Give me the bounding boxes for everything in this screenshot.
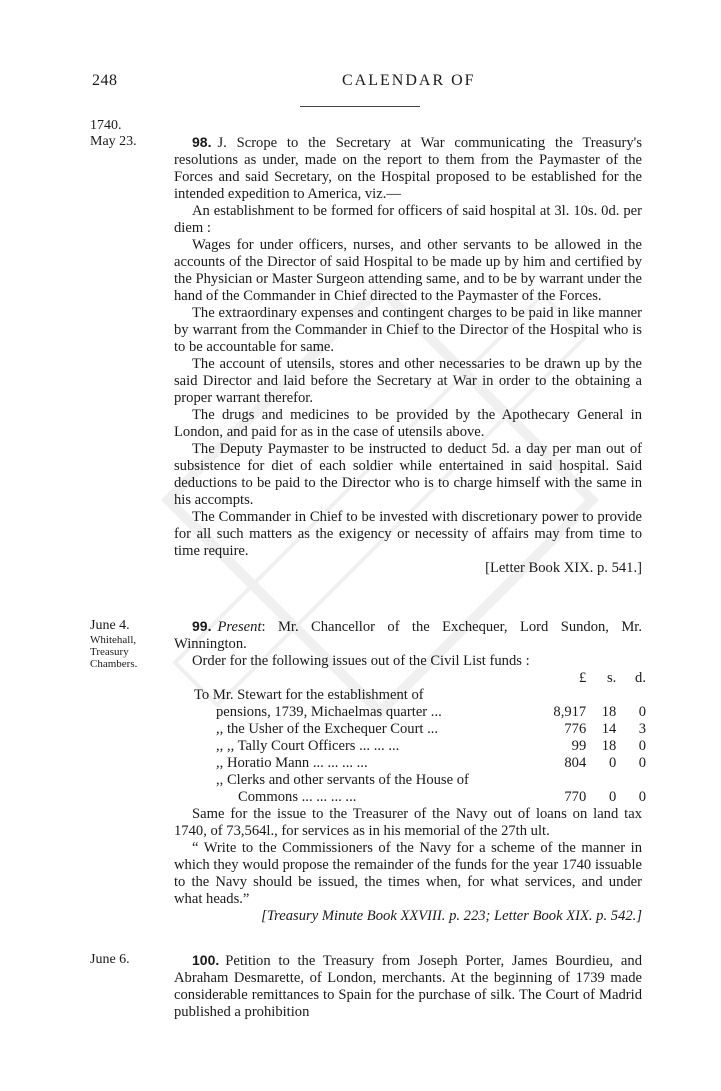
issue-shillings: 0 xyxy=(609,789,617,805)
issue-shillings: 18 xyxy=(601,704,617,720)
margin-place-line: Chambers. xyxy=(90,658,138,670)
issue-shillings xyxy=(586,687,616,704)
present-text: : Mr. Chancellor of the Exchequer, Lord Sundon, Mr. Winnington. xyxy=(174,619,642,652)
entry-paragraph: “ Write to the Commissioners of the Navy for a scheme of the manner in which they would propose the remainder of the funds for the year 1740 issuable to the Navy should be issued, the times when, for what services, and under what heads.” xyxy=(174,840,642,907)
issues-header-row xyxy=(194,670,646,687)
citation-reference: [Letter Book XIX. p. 541.] xyxy=(485,560,642,576)
margin-year: 1740. xyxy=(90,118,122,133)
order-line: Order for the following issues out of the Civil List funds : xyxy=(192,653,530,669)
entry-paragraph: The account of utensils, stores and other necessaries to be drawn up by the said Director and laid before the Secretary at War in order to the obtaining a proper warrant therefor. xyxy=(174,356,642,406)
margin-place-line: Whitehall, xyxy=(90,634,137,646)
present-label: Present xyxy=(217,619,262,635)
issue-pounds xyxy=(529,687,586,704)
entry-paragraph: Wages for under officers, nurses, and other servants to be allowed in the accounts of the Director of said Hospital to be made up by him and certified by the Physician or Master Surgeon attending same, and to be by warrant under the hand of the Commander in Chief directed to the Paymaster of the Forces. xyxy=(174,237,642,304)
issue-shillings xyxy=(586,772,616,789)
entry-99 xyxy=(174,618,646,925)
entry-98 xyxy=(174,134,642,577)
issue-pence: 3 xyxy=(638,721,646,737)
table-row xyxy=(194,704,646,721)
issue-pounds: 770 xyxy=(564,789,587,805)
entry-number: 99. xyxy=(192,618,212,634)
running-title: CALENDAR OF xyxy=(342,72,476,89)
table-row xyxy=(194,687,646,704)
issue-pounds: 99 xyxy=(571,738,587,754)
margin-date-98 xyxy=(90,118,170,150)
issue-shillings: 14 xyxy=(601,721,617,737)
issue-pounds: 8,917 xyxy=(553,704,587,720)
issue-desc: Commons ... ... ... ... xyxy=(238,789,357,805)
issue-pounds: 804 xyxy=(564,755,587,771)
issue-pence: 0 xyxy=(638,755,646,771)
margin-date: June 6. xyxy=(90,952,130,967)
issue-desc: ,, Horatio Mann ... ... ... ... xyxy=(216,755,368,771)
entry-number: 98. xyxy=(192,134,212,150)
issue-desc: pensions, 1739, Michaelmas quarter ... xyxy=(216,704,442,720)
issue-pence: 0 xyxy=(638,789,646,805)
issues-table xyxy=(194,670,646,806)
issue-desc: To Mr. Stewart for the establishment of xyxy=(194,687,424,703)
issue-pence: 0 xyxy=(638,704,646,720)
page-number: 248 xyxy=(92,72,118,89)
entry-text: Petition to the Treasury from Joseph Porter, James Bourdieu, and Abraham Desmarette, of London, merchants. At the beginning of 1739 made considerable remittances to Spain for the purchase of silk. The Court of Madrid published a prohibition xyxy=(174,953,642,1020)
entry-paragraph: The drugs and medicines to be provided by the Apothecary General in London, and paid for as in the case of utensils above. xyxy=(174,407,642,440)
margin-date-100 xyxy=(90,952,170,968)
entry-paragraph: The extraordinary expenses and contingent charges to be paid in like manner by warrant from the Commander in Chief to the Director of the Hospital who is to be accountable for same. xyxy=(174,305,642,355)
entry-paragraph: The Commander in Chief to be invested with discretionary power to provide for all such matters as the exigency or necessity of affairs may from time to time require. xyxy=(174,509,642,559)
column-pence: d. xyxy=(635,670,646,686)
margin-date: May 23. xyxy=(90,134,137,149)
entry-text: J. Scrope to the Secretary at War communicating the Treasury's resolutions as under, made on the report to them from the Paymaster of the Forces and said Secretary, on the Hospital proposed to be established for the intended expedition to America, viz.— xyxy=(174,135,642,202)
table-row xyxy=(194,738,646,755)
entry-100 xyxy=(174,952,642,1021)
issue-desc: ,, the Usher of the Exchequer Court ... xyxy=(216,721,439,737)
entry-number: 100. xyxy=(192,952,220,968)
issue-pounds: 776 xyxy=(564,721,587,737)
table-row xyxy=(194,721,646,738)
entry-paragraph: The Deputy Paymaster to be instructed to deduct 5d. a day per man out of subsistence for diet of each soldier while entertained in said hospital. Said deductions to be paid to the Director who is to charge himself with the same in his accompts. xyxy=(174,441,642,508)
issue-desc: ,, Clerks and other servants of the House of xyxy=(216,772,469,788)
margin-date-99 xyxy=(90,618,170,670)
issue-shillings: 18 xyxy=(601,738,617,754)
header-rule xyxy=(300,106,420,107)
column-pounds: £ xyxy=(578,670,587,686)
issue-pence: 0 xyxy=(638,738,646,754)
entry-paragraph: Same for the issue to the Treasurer of the Navy out of loans on land tax 1740, of 73,564l., for services as in his memorial of the 27th ult. xyxy=(174,806,642,839)
issue-pence xyxy=(616,687,646,704)
margin-place xyxy=(90,634,170,670)
margin-date: June 4. xyxy=(90,618,130,633)
issue-desc: ,, ,, Tally Court Officers ... ... ... xyxy=(216,738,400,754)
issue-pounds xyxy=(529,772,586,789)
issue-shillings: 0 xyxy=(609,755,617,771)
entry-paragraph: An establishment to be formed for officers of said hospital at 3l. 10s. 0d. per diem : xyxy=(174,203,642,236)
margin-place-line: Treasury xyxy=(90,646,129,658)
page-header xyxy=(92,72,662,96)
column-shillings: s. xyxy=(606,670,617,686)
table-row xyxy=(194,789,646,806)
issue-pence xyxy=(616,772,646,789)
table-row xyxy=(194,755,646,772)
table-row xyxy=(194,772,646,789)
citation-reference: [Treasury Minute Book XXVIII. p. 223; Letter Book XIX. p. 542.] xyxy=(261,908,642,924)
